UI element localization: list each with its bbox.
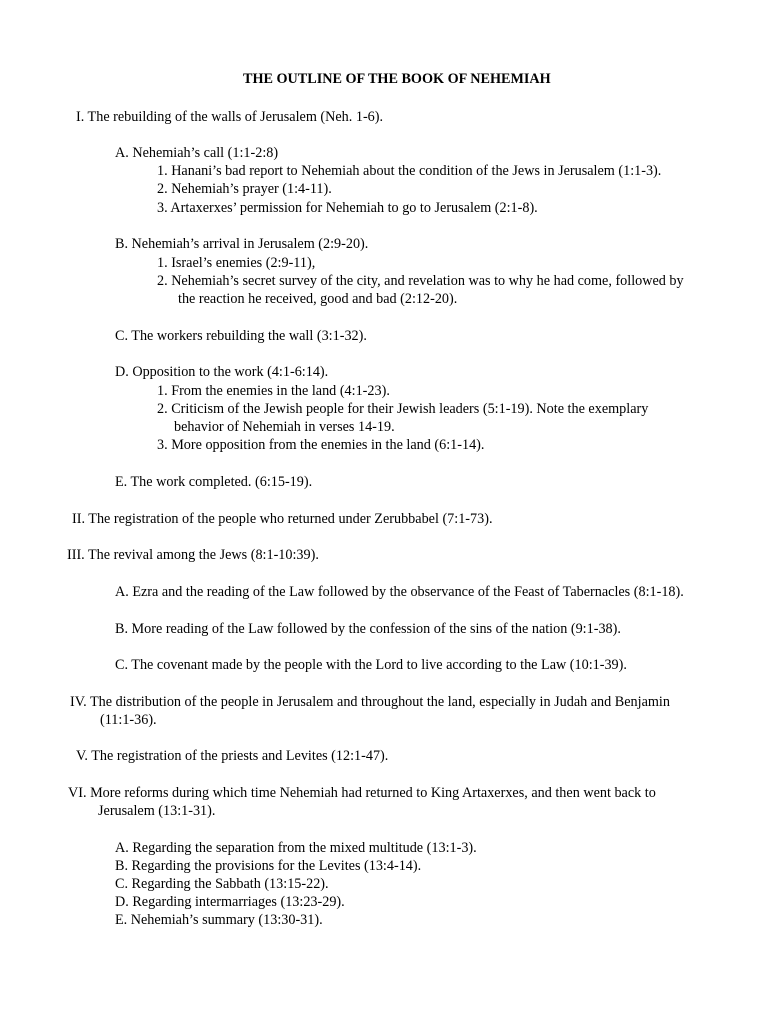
section-5-heading: V. The registration of the priests and Levites (12:1-47). [76,748,389,764]
section-1b-heading: B. Nehemiah’s arrival in Jerusalem (2:9-20). [115,236,369,252]
section-1-heading: I. The rebuilding of the walls of Jerusalem (Neh. 1-6). [76,109,384,125]
section-3b-heading: B. More reading of the Law followed by the confession of the sins of the nation (9:1-38). [115,621,621,637]
list-item: A. Regarding the separation from the mixed multitude (13:1-3). [115,840,477,856]
section-1c-heading: C. The workers rebuilding the wall (3:1-32). [115,328,367,344]
list-item: 1. From the enemies in the land (4:1-23). [157,383,390,399]
section-4-heading: IV. The distribution of the people in Jerusalem and throughout the land, especially in Judah and Benjamin [70,694,670,710]
section-2-heading: II. The registration of the people who returned under Zerubbabel (7:1-73). [72,511,493,527]
list-item: 2. Criticism of the Jewish people for their Jewish leaders (5:1-19). Note the exemplary [157,401,649,417]
list-item: D. Regarding intermarriages (13:23-29). [115,894,345,910]
section-3a-heading: A. Ezra and the reading of the Law followed by the observance of the Feast of Tabernacles (8:1-18). [115,584,684,600]
section-6-heading: VI. More reforms during which time Nehemiah had returned to King Artaxerxes, and then went back to [68,785,656,801]
list-item-continuation: behavior of Nehemiah in verses 14-19. [174,419,395,435]
section-3c-heading: C. The covenant made by the people with the Lord to live according to the Law (10:1-39). [115,657,627,673]
list-item: C. Regarding the Sabbath (13:15-22). [115,876,329,892]
list-item: 2. Nehemiah’s prayer (1:4-11). [157,181,332,197]
list-item: 2. Nehemiah’s secret survey of the city, and revelation was to why he had come, followed by [157,273,684,289]
list-item-continuation: the reaction he received, good and bad (2:12-20). [178,291,458,307]
document-title: THE OUTLINE OF THE BOOK OF NEHEMIAH [243,71,551,87]
list-item: 3. More opposition from the enemies in the land (6:1-14). [157,437,485,453]
list-item: 1. Israel’s enemies (2:9-11), [157,255,316,271]
list-item: 3. Artaxerxes’ permission for Nehemiah to go to Jerusalem (2:1-8). [157,200,538,216]
list-item: B. Regarding the provisions for the Levites (13:4-14). [115,858,422,874]
list-item: 1. Hanani’s bad report to Nehemiah about the condition of the Jews in Jerusalem (1:1-3). [157,163,662,179]
section-6-heading-continuation: Jerusalem (13:1-31). [98,803,216,819]
section-1d-heading: D. Opposition to the work (4:1-6:14). [115,364,329,380]
section-1a-heading: A. Nehemiah’s call (1:1-2:8) [115,145,279,161]
section-3-heading: III. The revival among the Jews (8:1-10:39). [67,547,319,563]
section-1e-heading: E. The work completed. (6:15-19). [115,474,313,490]
list-item: E. Nehemiah’s summary (13:30-31). [115,912,323,928]
section-4-heading-continuation: (11:1-36). [100,712,157,728]
